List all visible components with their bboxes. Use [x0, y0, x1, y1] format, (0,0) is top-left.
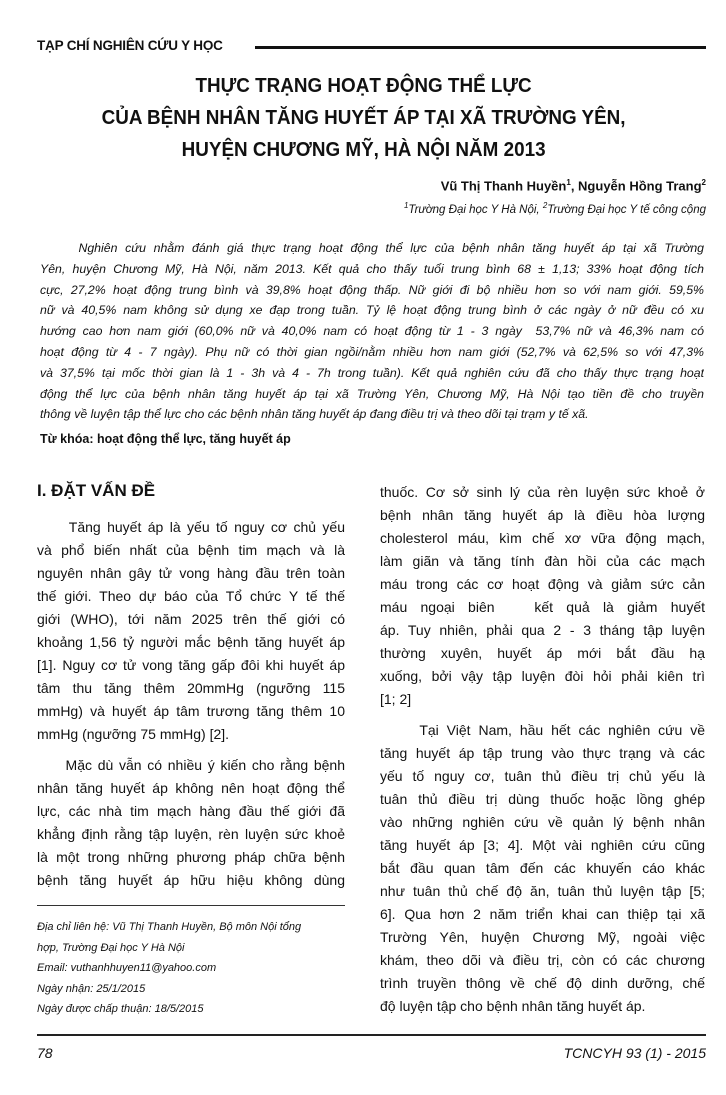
text-line: thường xuyên, huyết áp mới bắt đầu hạ: [380, 645, 705, 661]
text-line: thế giới. Theo dự báo của Tổ chức Y tế thế: [37, 588, 345, 604]
text-line: cholesterol máu, kìm chế xơ vữa động mạch,: [380, 530, 705, 546]
footnote-rule: [37, 905, 345, 906]
text-line: thuốc. Cơ sở sinh lý của rèn luyện sức khoẻ ở: [380, 484, 705, 500]
text-line: vào những nghiên cứu về quản lý bệnh nhân: [380, 814, 705, 830]
text-line: tăng huyết áp [3; 4]. Một vài nghiên cứu cũng: [380, 837, 705, 853]
text-line: nữ và 40,5% nam không sử dụng xe đạp trong tuần. Tỷ lệ hoạt động trung bình ở các ngày ở nữ đều có xu: [40, 303, 704, 318]
text-line: bắt đầu quan tâm đến các khuyến cáo khác: [380, 860, 705, 876]
footnote-line: Ngày nhận: 25/1/2015: [37, 982, 146, 995]
text-line: mmHg) và huyết áp tâm trương tăng thêm 10: [37, 703, 345, 719]
text-line: là một trong những phương pháp chữa bệnh: [37, 849, 345, 865]
text-line: hoạt động từ 4 - 7 ngày). Phụ nữ có thời gian ngồi/nằm nhiều hơn nam giới (52,7% và 62,5% so với 47,3%: [40, 344, 704, 359]
text-line: 6]. Qua hơn 2 năm triển khai can thiệp tại xã: [380, 906, 705, 922]
text-line: mmHg (ngưỡng 75 mmHg) [2].: [37, 726, 230, 742]
footer-rule: [37, 1034, 706, 1036]
text-line: giới (WHO), tới năm 2025 trên thế giới có: [37, 611, 345, 627]
title-line: THỰC TRẠNG HOẠT ĐỘNG THỂ LỰC: [195, 74, 532, 97]
title-line: HUYỆN CHƯƠNG MỸ, HÀ NỘI NĂM 2013: [181, 138, 546, 161]
footnote-line: Email: vuthanhhuyen11@yahoo.com: [37, 962, 217, 975]
author-name: Nguyễn Hồng Trang: [578, 178, 702, 194]
text-line: nhân tăng huyết áp không nên hoạt động thể: [37, 780, 345, 796]
text-line: Tại Việt Nam, hầu hết các nghiên cứu về: [380, 722, 705, 738]
text-line: khoảng 1,56 tỷ người mắc bệnh tăng huyết áp: [37, 634, 345, 650]
footnotes: [37, 917, 301, 1020]
text-line: Mặc dù vẫn có nhiều ý kiến cho rằng bệnh: [37, 757, 345, 773]
footnote-line: Địa chỉ liên hệ: Vũ Thị Thanh Huyền, Bộ môn Nội tổng: [37, 921, 302, 933]
footnote-line: hợp, Trường Đại học Y Hà Nội: [37, 941, 185, 954]
text-line: xuống, bởi vậy tập luyện đòi hỏi phải kiên trì: [380, 668, 705, 684]
footnote-line: Ngày được chấp thuận: 18/5/2015: [37, 1003, 204, 1016]
text-line: áp. Tuy nhiên, phải qua 2 - 3 tháng tập luyện: [380, 622, 705, 638]
keywords: Từ khóa: hoạt động thể lực, tăng huyết áp: [40, 432, 291, 446]
text-line: khẳng định rằng tập luyện, rèn luyện sức khoẻ: [37, 826, 345, 842]
text-line: bệnh tăng huyết áp hữu hiệu không dùng: [37, 872, 345, 888]
text-line: tăng huyết áp tập trung vào thực trạng và các: [380, 745, 705, 761]
paragraph: [380, 719, 705, 1018]
text-line: Nghiên cứu nhằm đánh giá thực trạng hoạt động thể lực của bệnh nhân tăng huyết áp tại xã Trường: [40, 241, 704, 255]
affiliations: [404, 201, 706, 216]
page-number: 78: [37, 1045, 53, 1061]
paragraph-gap: [380, 711, 705, 719]
text-line: khám, theo dõi và điều trị, còn có các chương: [380, 952, 705, 968]
header-rule: [255, 46, 706, 49]
journal-name: TẠP CHÍ NGHIÊN CỨU Y HỌC: [37, 38, 223, 53]
paragraph: [37, 516, 345, 746]
affiliation-marker: 2: [542, 201, 548, 210]
title-line: CỦA BỆNH NHÂN TĂNG HUYẾT ÁP TẠI XÃ TRƯỜNG YÊN,: [101, 106, 626, 129]
text-line: [1]. Nguy cơ tử vong tăng gấp đôi khi huyết áp: [37, 657, 345, 673]
text-line: Yên, huyện Chương Mỹ, Hà Nội, năm 2013. Kết quả cho thấy tuổi trung bình 68 ± 1,13; 33% hoạt động tích: [40, 261, 704, 276]
affiliation-marker: 1: [403, 201, 409, 210]
journal-issue: TCNCYH 93 (1) - 2015: [563, 1045, 706, 1061]
text-line: hướng cao hơn nam giới (60,0% nữ và 40,0% nam có hoạt động từ 1 - 3 ngày 53,7% nữ và 46,3% nam có: [40, 324, 704, 339]
text-line: Tăng huyết áp là yếu tố nguy cơ chủ yếu: [37, 519, 345, 535]
affiliation-marker: 2: [701, 178, 706, 187]
authors: [441, 178, 706, 193]
author-name: Vũ Thị Thanh Huyền: [440, 178, 567, 194]
text-line: và phổ biến nhất của bệnh tim mạch và là: [37, 542, 345, 558]
affiliation: Trường Đại học Y tế công cộng: [547, 203, 706, 216]
affiliation-marker: 1: [566, 178, 571, 187]
text-line: máu ngoại biên kết quả là giảm huyết: [380, 599, 705, 615]
text-line: tâm thu tăng thêm 20mmHg (ngưỡng 115: [37, 680, 345, 696]
affiliation: Trường Đại học Y Hà Nội,: [408, 203, 543, 216]
text-line: nguyên nhân gây tử vong hàng đầu trên toàn: [37, 565, 345, 581]
text-line: yếu tố nguy cơ, tuân thủ điều trị chủ yếu là: [380, 768, 705, 784]
text-line: cực, 27,2% hoạt động trung bình và 39,8% hoạt động thấp. Nữ giới đi bộ nhiều hơn so với nam giới. 59,5%: [40, 282, 704, 297]
article-title: [60, 70, 667, 166]
paragraph: [37, 754, 345, 892]
text-line: như tuân thủ chế độ ăn, tuân thủ luyện tập [5;: [380, 883, 705, 899]
text-line: làm giãn và tăng tính đàn hồi của các mạch: [380, 553, 705, 569]
left-column: [37, 516, 345, 892]
abstract: [40, 238, 704, 425]
text-line: máu trong các cơ hoạt động và giảm sức cản: [380, 576, 705, 592]
section-heading: I. ĐẶT VẤN ĐỀ: [37, 481, 156, 500]
text-line: bệnh nhân tăng huyết áp là điều hòa lượng: [380, 507, 705, 523]
paragraph-gap: [37, 746, 345, 754]
separator: ,: [570, 178, 579, 194]
paragraph: [380, 481, 705, 711]
text-line: thông về luyện tập thể lực cho các bệnh nhân tăng huyết áp đang điều trị và theo dõi tại trạm y tế xã.: [40, 407, 589, 422]
text-line: trình truyền thông về chế độ dinh dưỡng, chế: [380, 975, 705, 991]
text-line: Trường Yên, huyện Chương Mỹ, ngoài việc: [380, 929, 705, 945]
text-line: động thể lực của bệnh nhân tăng huyết áp tại xã Trường Yên, Chương Mỹ, Hà Nội tạo tiền đề cho truyền: [40, 386, 704, 401]
text-line: độ luyện tập cho bệnh nhân tăng huyết áp.: [380, 998, 646, 1014]
text-line: [1; 2]: [380, 691, 412, 707]
text-line: lực, các nhà tim mạch hàng đầu thế giới đã: [37, 803, 345, 819]
right-column: [380, 481, 705, 1018]
text-line: tuân thủ điều trị dùng thuốc hoặc lồng ghép: [380, 791, 705, 807]
text-line: và 37,5% tại mốc thời gian là 1 - 3h và 4 - 7h trong tuần). Kết quả nghiên cứu đã cho thấy thực trạng hoạt: [40, 365, 704, 380]
